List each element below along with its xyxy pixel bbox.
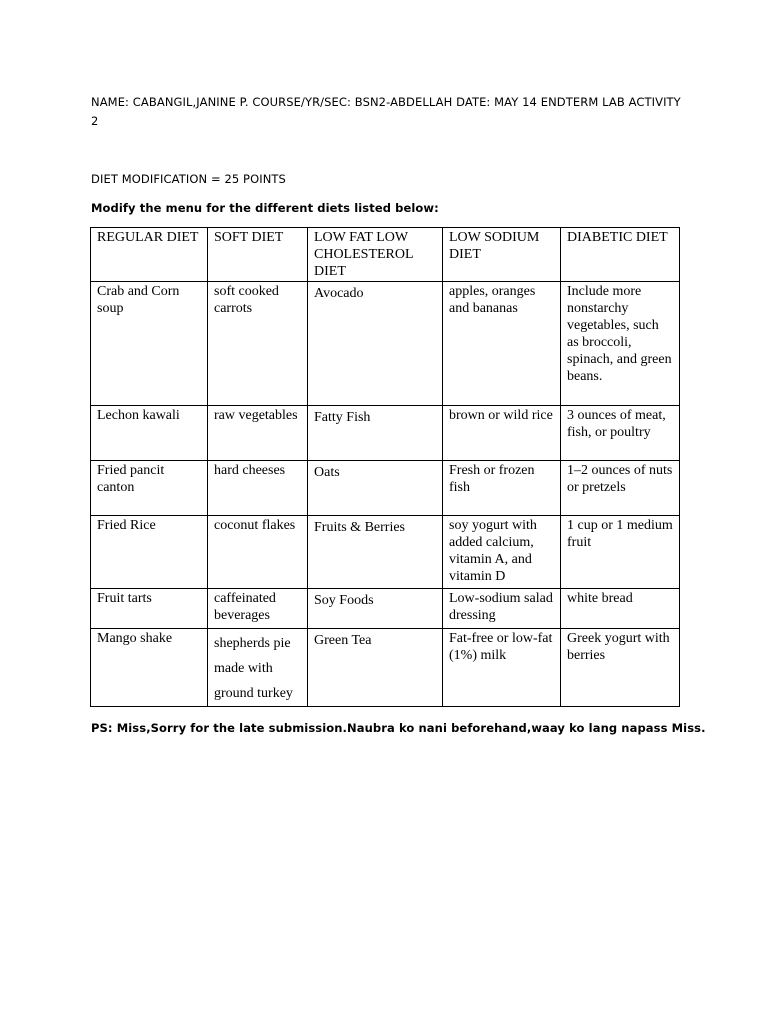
table-cell: apples, oranges and bananas bbox=[443, 282, 561, 406]
table-cell: Fried pancit canton bbox=[91, 461, 208, 516]
table-cell: Fruits & Berries bbox=[308, 516, 443, 589]
table-row bbox=[91, 629, 680, 707]
table-cell: Oats bbox=[308, 461, 443, 516]
column-header-low-sodium-diet: LOW SODIUM DIET bbox=[443, 228, 561, 282]
table-cell: Green Tea bbox=[308, 629, 443, 707]
table-cell: brown or wild rice bbox=[443, 406, 561, 461]
table-cell: soft cooked carrots bbox=[208, 282, 308, 406]
table-cell: Fresh or frozen fish bbox=[443, 461, 561, 516]
table-cell: Avocado bbox=[308, 282, 443, 406]
column-header-soft-diet: SOFT DIET bbox=[208, 228, 308, 282]
table-cell: Lechon kawali bbox=[91, 406, 208, 461]
table-row bbox=[91, 406, 680, 461]
ps-note: PS: Miss,Sorry for the late submission.Naubra ko nani beforehand,waay ko lang napass Miss. bbox=[91, 721, 706, 735]
table-header-row bbox=[91, 228, 680, 282]
table-cell: Include more nonstarchy vegetables, such as broccoli, spinach, and green beans. bbox=[561, 282, 680, 406]
table-cell: Fatty Fish bbox=[308, 406, 443, 461]
diet-table bbox=[90, 227, 680, 707]
table-cell: Low-sodium salad dressing bbox=[443, 589, 561, 629]
table-row bbox=[91, 282, 680, 406]
table-cell: soy yogurt with added calcium, vitamin A, and vitamin D bbox=[443, 516, 561, 589]
table-row bbox=[91, 589, 680, 629]
table-cell: Fried Rice bbox=[91, 516, 208, 589]
table-cell: Greek yogurt with berries bbox=[561, 629, 680, 707]
table-cell: shepherds pie made with ground turkey bbox=[208, 629, 308, 707]
table-cell: white bread bbox=[561, 589, 680, 629]
table-cell: Fruit tarts bbox=[91, 589, 208, 629]
table-cell: 3 ounces of meat, fish, or poultry bbox=[561, 406, 680, 461]
student-info-line: NAME: CABANGIL,JANINE P. COURSE/YR/SEC: BSN2-ABDELLAH DATE: MAY 14 ENDTERM LAB ACTIVITY 2 bbox=[91, 95, 681, 128]
table-cell: 1–2 ounces of nuts or pretzels bbox=[561, 461, 680, 516]
table-cell: Fat-free or low-fat (1%) milk bbox=[443, 629, 561, 707]
instruction-text: Modify the menu for the different diets listed below: bbox=[91, 201, 439, 215]
table-cell: hard cheeses bbox=[208, 461, 308, 516]
column-header-diabetic-diet: DIABETIC DIET bbox=[561, 228, 680, 282]
table-cell: Mango shake bbox=[91, 629, 208, 707]
section-title: DIET MODIFICATION = 25 POINTS bbox=[91, 172, 286, 186]
table-row bbox=[91, 516, 680, 589]
table-cell: raw vegetables bbox=[208, 406, 308, 461]
table-cell: caffeinated beverages bbox=[208, 589, 308, 629]
table-cell: coconut flakes bbox=[208, 516, 308, 589]
column-header-low-fat-diet: LOW FAT LOW CHOLESTEROL DIET bbox=[308, 228, 443, 282]
table-cell: Soy Foods bbox=[308, 589, 443, 629]
table-cell: 1 cup or 1 medium fruit bbox=[561, 516, 680, 589]
column-header-regular-diet: REGULAR DIET bbox=[91, 228, 208, 282]
table-cell: Crab and Corn soup bbox=[91, 282, 208, 406]
table-row bbox=[91, 461, 680, 516]
